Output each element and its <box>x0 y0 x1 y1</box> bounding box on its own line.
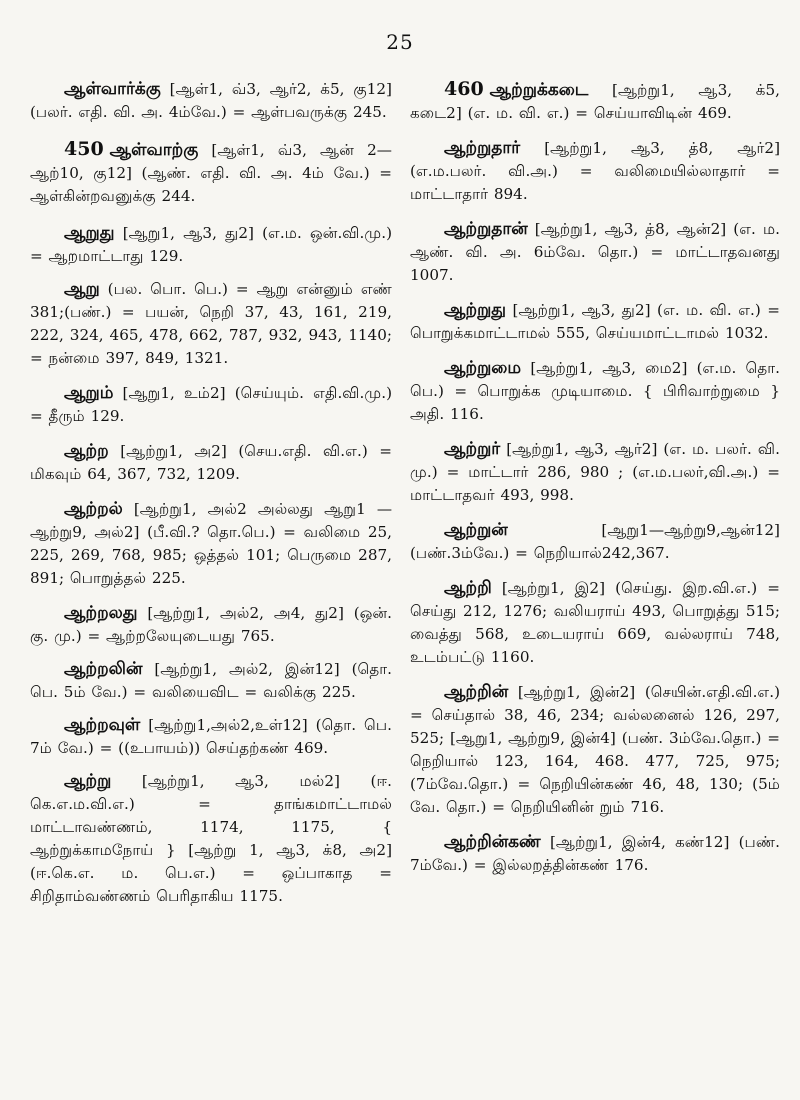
entry-body: [ஆற்று1, ஆ3, மை2] (எ.ம. தொ. பெ.) = பொறுக்க முடியாமை. { பிரிவாற்றுமை } அதி. 116. <box>410 359 781 423</box>
entry-headword: ஆள்வார்க்கு <box>64 79 161 99</box>
dictionary-entry <box>30 770 392 908</box>
entry-body: [ஆற்று1, இன்2] (செயின்.எதி.வி.எ.) = செய்தால் 38, 46, 234; வல்லனைல் 126, 297, 525; [ஆறு1, ஆற்று9, இன்4] (பண். 3ம்வே.தொ.) = நெறியால் 123, 164, 468. 477, 725, 975; (7ம்வே.தொ.) = நெறியின்கண் 46, 48, 130; (5ம் வே. தொ.) = நெறியினின் றும் 716. <box>410 683 781 816</box>
entry-body: [ஆற்று1, அல்2, அ4, து2] (ஒன். கு. மு.) = ஆற்றலேயுடையது 765. <box>30 604 392 645</box>
entry-body: [ஆற்று1, அல்2, இன்12] (தொ. பெ. 5ம் வே.) = வலியைவிட = வலிக்கு 225. <box>30 660 392 701</box>
entry-headword: ஆற்றுர் <box>444 439 501 459</box>
left-column <box>30 78 392 908</box>
entry-body: [ஆற்று1, ஆ3, மல்2] (ஈ. கெ.எ.ம.வி.எ.) = தாங்கமாட்டாமல் மாட்டாவண்ணம், 1174, 1175, { ஆற்றுக்காமநோய் } [ஆற்று 1, ஆ3, க்8, அ2] (ஈ.கெ.எ. ம. பெ.எ.) = ஒப்பாகாத = சிறிதாம்வண்ணம் பெரிதாகிய 1175. <box>30 772 392 905</box>
dictionary-entry <box>410 137 780 206</box>
dictionary-entry <box>410 681 780 819</box>
entry-headword: ஆற்றவுள் <box>64 715 141 735</box>
entry-body: [ஆறு1—ஆற்று9,ஆன்12] (பண்.3ம்வே.) = நெறியால்242,367. <box>410 521 780 562</box>
dictionary-entry <box>30 498 392 590</box>
entry-headword: ஆற்றுக்கடை <box>489 80 589 100</box>
entry-headword: ஆற்ற <box>64 441 109 461</box>
entry-body: [ஆற்று1, ஆ3, து2] (எ. ம. வி. எ.) = பொறுக்கமாட்டாமல் 555, செய்யமாட்டாமல் 1032. <box>410 301 781 342</box>
entry-headword: ஆற்றுது <box>444 300 507 320</box>
entry-headword: ஆற்றலின் <box>64 659 143 679</box>
entry-number: 460 <box>444 78 484 100</box>
dictionary-entry <box>410 299 780 345</box>
dictionary-entry <box>410 577 780 669</box>
dictionary-entry <box>410 357 780 426</box>
dictionary-entry <box>30 602 392 648</box>
entry-body: [ஆற்று1, ஆ3, ஆர்2] (எ. ம. பலர். வி. மு.) = மாட்டார் 286, 980 ; (எ.ம.பலர்,வி.அ.) = மாட்டாதவர் 493, 998. <box>410 440 780 504</box>
entry-body: [ஆறு1, உம்2] (செய்யும். எதி.வி.மு.) = தீரும் 129. <box>30 384 393 425</box>
entry-body: [ஆற்று1, இன்4, கண்12] (பண். 7ம்வே.) = இல்லறத்தின்கண் 176. <box>410 833 780 874</box>
entry-body: [ஆற்று1, ஆ3, த்8, ஆர்2] (எ.ம.பலர். வி.அ.) = வலிமையில்லாதார் = மாட்டாதார் 894. <box>410 139 781 203</box>
entry-body: [ஆற்று1,அல்2,உள்12] (தொ. பெ. 7ம் வே.) = ((உபாயம்)) செய்தற்கண் 469. <box>30 716 393 757</box>
right-column <box>410 78 780 877</box>
entry-headword: ஆற்றல் <box>64 499 123 519</box>
dictionary-entry <box>30 714 392 760</box>
entry-body: [ஆள்1, வ்3, ஆர்2, க்5, கு12] (பலர். எதி. வி. அ. 4ம்வே.) = ஆள்பவருக்கு 245. <box>30 80 392 121</box>
entry-body: (பல. பொ. பெ.) = ஆறு என்னும் எண் 381;(பண்.) = பயன், நெறி 37, 43, 161, 219, 222, 324, 465, 478, 662, 787, 932, 943, 1140; = நன்மை 397, 849, 1321. <box>30 280 392 367</box>
entry-headword: ஆற்றின்கண் <box>444 832 541 852</box>
page-number: 25 <box>386 30 414 54</box>
entry-headword: ஆற்றின் <box>444 682 509 702</box>
entry-number: 450 <box>64 138 104 160</box>
dictionary-entry <box>410 519 780 565</box>
dictionary-entry <box>30 658 392 704</box>
dictionary-entry <box>30 222 392 268</box>
entry-headword: ஆறு <box>64 279 100 299</box>
entry-headword: ஆள்வாற்கு <box>109 140 199 160</box>
dictionary-entry <box>410 78 780 125</box>
dictionary-entry <box>410 831 780 877</box>
entry-headword: ஆற்றி <box>444 578 492 598</box>
entry-body: [ஆற்று1, அல்2 அல்லது ஆறு1 — ஆற்று9, அல்2] (பீ.வி.? தொ.பெ.) = வலிமை 25, 225, 269, 768, 985; ஒத்தல் 101; பெருமை 287, 891; பொறுத்தல் 225. <box>30 500 393 587</box>
entry-headword: ஆற்று <box>64 771 112 791</box>
entry-body: [ஆறு1, ஆ3, து2] (எ.ம. ஒன்.வி.மு.) = ஆறமாட்டாது 129. <box>30 224 393 265</box>
entry-body: [ஆற்று1, ஆ3, க்5, கடை2] (எ. ம. வி. எ.) = செய்யாவிடின் 469. <box>410 81 780 122</box>
dictionary-entry <box>30 78 392 124</box>
entry-headword: ஆற்றுன் <box>444 520 508 540</box>
entry-body: [ஆள்1, வ்3, ஆன் 2—ஆற்10, கு12] (ஆண். எதி. வி. அ. 4ம் வே.) = ஆள்கின்றவனுக்கு 244. <box>30 141 392 205</box>
entry-body: [ஆற்று1, ஆ3, த்8, ஆன்2] (எ. ம. ஆண். வி. அ. 6ம்வே. தொ.) = மாட்டாதவனது 1007. <box>410 220 780 284</box>
dictionary-entry <box>30 278 392 370</box>
entry-headword: ஆற்றுமை <box>444 358 522 378</box>
entry-headword: ஆற்றுதார் <box>444 138 521 158</box>
dictionary-entry <box>30 138 392 208</box>
dictionary-entry <box>30 440 392 486</box>
entry-body: [ஆற்று1, அ2] (செய.எதி. வி.எ.) = மிகவும் 64, 367, 732, 1209. <box>30 442 392 483</box>
entry-body: [ஆற்று1, இ2] (செய்து. இற.வி.எ.) = செய்து 212, 1276; வலியராய் 493, பொறுத்து 515; வைத்து 568, உடையராய் 669, வல்லராய் 748, உடம்பட்டு 1160. <box>410 579 781 666</box>
entry-headword: ஆறுது <box>64 223 115 243</box>
entry-headword: ஆற்றுதான் <box>444 219 528 239</box>
entry-headword: ஆறும் <box>64 383 114 403</box>
dictionary-entry <box>30 382 392 428</box>
dictionary-entry <box>410 218 780 287</box>
entry-headword: ஆற்றலது <box>64 603 138 623</box>
dictionary-entry <box>410 438 780 507</box>
